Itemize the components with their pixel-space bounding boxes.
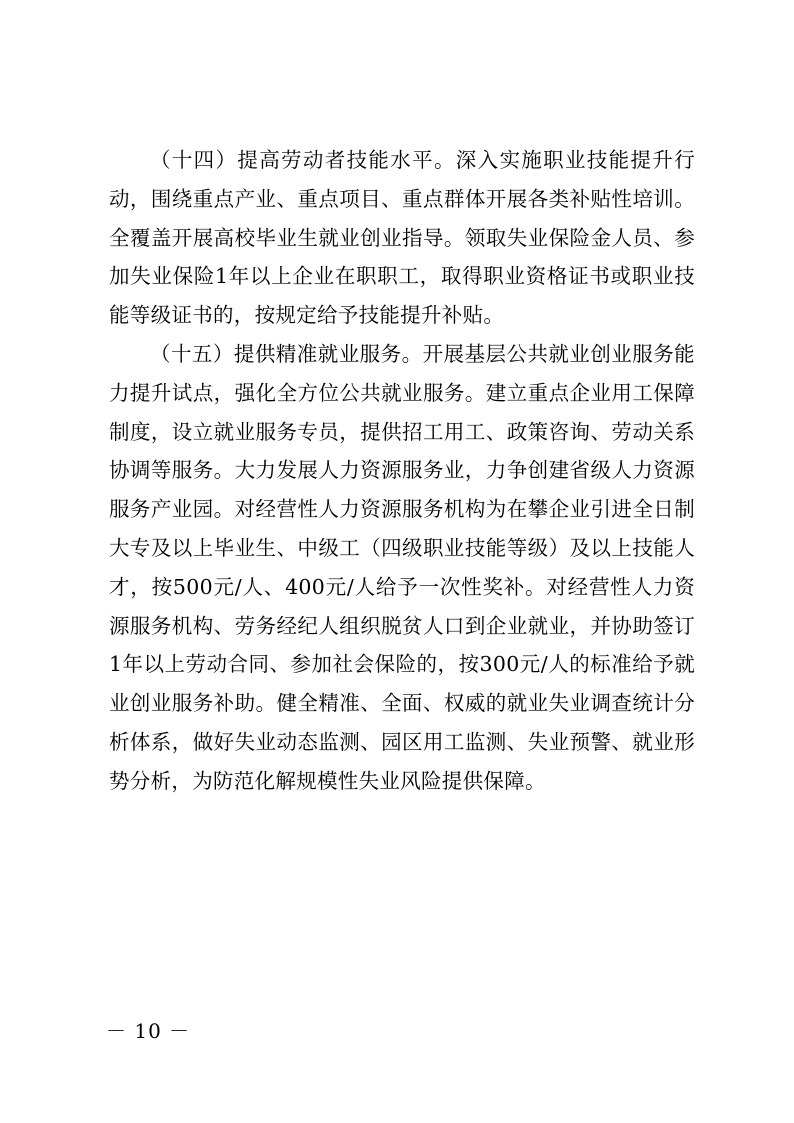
paragraph-employment-services: （十五）提供精准就业服务。开展基层公共就业创业服务能力提升试点，强化全方位公共就业服务。建立重点企业用工保障制度，设立就业服务专员，提供招工用工、政策咨询、劳动关系协调等服务。大力发展人力资源服务业，力争创建省级人力资源服务产业园。对经营性人力资源服务机构为在攀企业引进全日制大专及以上毕业生、中级工（四级职业技能等级）及以上技能人才，按500元/人、400元/人给予一次性奖补。对经营性人力资源服务机构、劳务经纪人组织脱贫人口到企业就业，并协助签订1年以上劳动合同、参加社会保险的，按300元/人的标准给予就业创业服务补助。健全精准、全面、权威的就业失业调查统计分析体系，做好失业动态监测、园区用工监测、失业预警、就业形势分析，为防范化解规模性失业风险提供保障。	[109, 341, 695, 793]
page-number: － 10 －	[106, 1019, 191, 1043]
body-text	[109, 141, 695, 801]
paragraph-skills-level: （十四）提高劳动者技能水平。深入实施职业技能提升行动，围绕重点产业、重点项目、重点群体开展各类补贴性培训。全覆盖开展高校毕业生就业创业指导。领取失业保险金人员、参加失业保险1年以上企业在职职工，取得职业资格证书或职业技能等级证书的，按规定给予技能提升补贴。	[109, 148, 695, 328]
